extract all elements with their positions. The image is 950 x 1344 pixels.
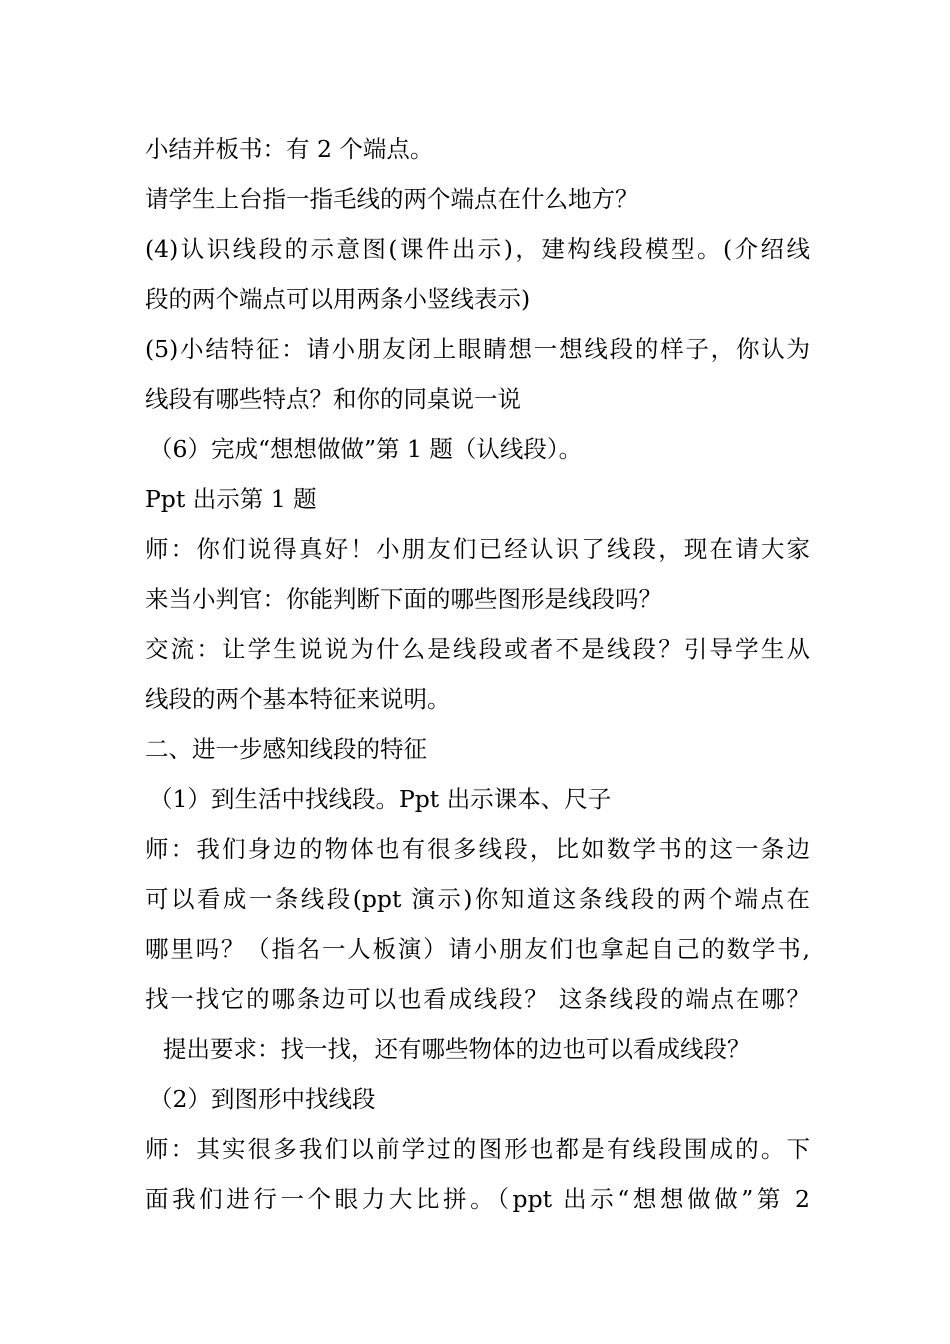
text-line: 面我们进行一个眼力大比拼。（ppt 出示“想想做做”第 2 — [145, 1185, 810, 1213]
text-line: （2）到图形中找线段 — [149, 1085, 376, 1113]
text-line: 可以看成一条线段(ppt 演示)你知道这条线段的两个端点在 — [145, 885, 810, 913]
text-line: 提出要求：找一找，还有哪些物体的边也可以看成线段？ — [163, 1035, 751, 1063]
text-line: 师：其实很多我们以前学过的图形也都是有线段围成的。下 — [145, 1135, 810, 1163]
text-line: (4)认识线段的示意图(课件出示)，建构线段模型。(介绍线 — [145, 235, 810, 263]
text-line: (5)小结特征：请小朋友闭上眼睛想一想线段的样子，你认为 — [145, 335, 810, 363]
text-line: 师：你们说得真好！小朋友们已经认识了线段，现在请大家 — [145, 535, 810, 563]
text-line: 线段有哪些特点？和你的同桌说一说 — [145, 385, 521, 413]
document-body — [145, 124, 810, 1224]
text-line: Ppt 出示第 1 题 — [145, 485, 317, 513]
text-line: 找一找它的哪条边可以也看成线段？ 这条线段的端点在哪？ — [145, 985, 810, 1013]
text-line: 来当小判官：你能判断下面的哪些图形是线段吗？ — [145, 585, 662, 613]
text-line: 哪里吗？（指名一人板演）请小朋友们也拿起自己的数学书, — [145, 935, 810, 963]
text-line: （6）完成“想想做做”第 1 题（认线段）。 — [149, 435, 583, 463]
section-heading: 二、进一步感知线段的特征 — [145, 735, 427, 763]
text-line: 小结并板书：有 2 个端点。 — [145, 135, 434, 163]
text-line: 师：我们身边的物体也有很多线段，比如数学书的这一条边 — [145, 835, 810, 863]
text-line: 段的两个端点可以用两条小竖线表示) — [145, 285, 531, 313]
text-line: 线段的两个基本特征来说明。 — [145, 685, 451, 713]
text-line: （1）到生活中找线段。Ppt 出示课本、尺子 — [149, 785, 612, 813]
text-line: 请学生上台指一指毛线的两个端点在什么地方？ — [145, 185, 639, 213]
text-line: 交流：让学生说说为什么是线段或者不是线段？引导学生从 — [145, 635, 810, 663]
